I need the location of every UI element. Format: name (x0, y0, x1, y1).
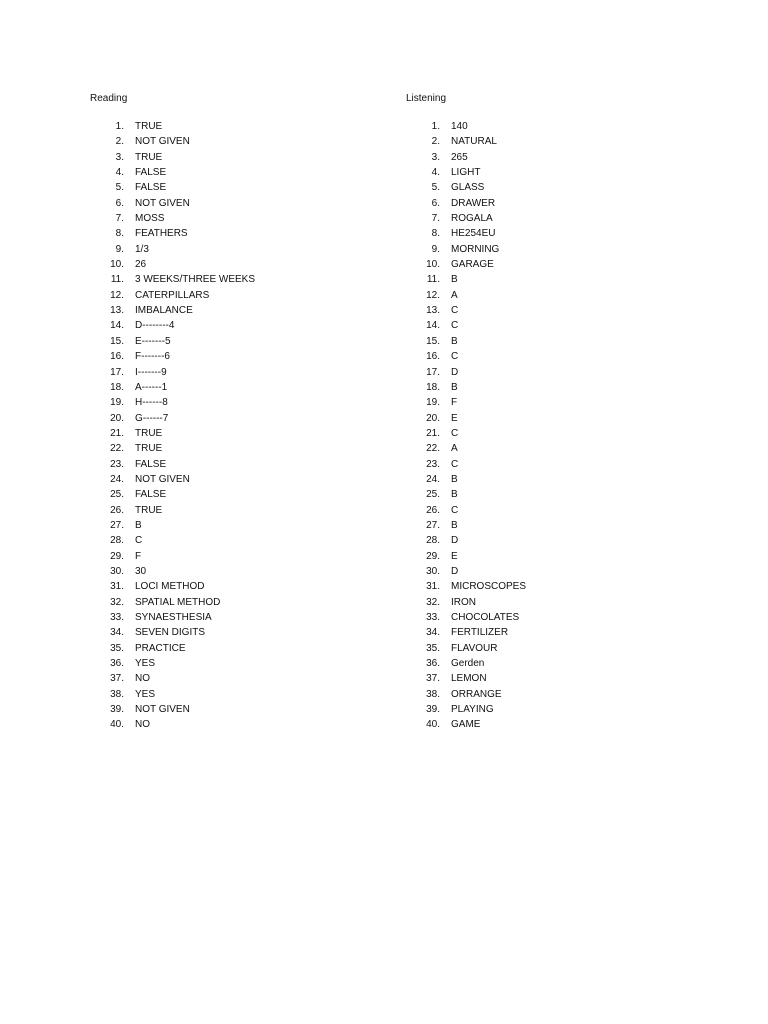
answer-text: C (451, 504, 459, 516)
answer-text: GAME (451, 719, 481, 731)
answer-text: B (451, 489, 458, 501)
answer-item (90, 533, 390, 548)
answer-text: F (135, 550, 142, 562)
answer-item (406, 610, 706, 625)
answer-text: FALSE (135, 182, 167, 194)
answer-item (406, 472, 706, 487)
answer-number: 3. (115, 151, 124, 163)
answer-text: MICROSCOPES (451, 581, 527, 593)
answer-number: 10. (426, 259, 440, 271)
answer-text: PLAYING (451, 704, 494, 716)
answer-item (90, 257, 390, 272)
answer-item (406, 518, 706, 533)
answer-item (406, 503, 706, 518)
answer-text: GARAGE (451, 259, 494, 271)
answer-text: B (451, 335, 458, 347)
answer-text: 30 (135, 565, 147, 577)
answer-text: C (451, 427, 459, 439)
answer-text: H------8 (135, 397, 168, 409)
answer-text: 265 (451, 151, 468, 163)
answer-number: 7. (431, 213, 440, 225)
answer-item (406, 487, 706, 502)
answer-item (90, 717, 390, 732)
answer-text: LIGHT (451, 167, 481, 179)
answer-item (90, 610, 390, 625)
answer-item (406, 625, 706, 640)
answer-number: 36. (110, 658, 124, 670)
answer-number: 13. (426, 305, 440, 317)
answer-text: Gerden (451, 658, 485, 670)
answer-number: 39. (426, 704, 440, 716)
answer-text: FALSE (135, 167, 167, 179)
answer-number: 14. (110, 320, 124, 332)
answer-item (406, 411, 706, 426)
answer-number: 16. (110, 351, 124, 363)
answer-text: D (451, 366, 459, 378)
answer-number: 30. (426, 565, 440, 577)
answer-text: F-------6 (135, 351, 170, 363)
answer-text: YES (135, 658, 156, 670)
answer-number: 24. (426, 473, 440, 485)
answer-item (90, 395, 390, 410)
answer-text: D (451, 565, 459, 577)
answer-number: 31. (110, 581, 124, 593)
answer-text: DRAWER (451, 197, 496, 209)
answer-item (406, 426, 706, 441)
answer-item (90, 272, 390, 287)
answer-text: B (451, 519, 458, 531)
answer-text: C (451, 320, 459, 332)
answer-text: B (135, 519, 142, 531)
answer-text: FALSE (135, 489, 167, 501)
answer-text: SPATIAL METHOD (135, 596, 221, 608)
answer-number: 13. (110, 305, 124, 317)
answer-number: 12. (110, 289, 124, 301)
answer-text: NOT GIVEN (135, 197, 190, 209)
answer-number: 26. (426, 504, 440, 516)
answer-item (90, 134, 390, 149)
answer-text: TRUE (135, 121, 163, 132)
answer-item (406, 441, 706, 456)
answer-text: NO (135, 719, 150, 731)
answer-number: 29. (426, 550, 440, 562)
answer-text: C (451, 351, 459, 363)
answer-item (406, 687, 706, 702)
answer-number: 21. (426, 427, 440, 439)
answer-item (406, 334, 706, 349)
answer-text: D (451, 535, 459, 547)
answer-text: A------1 (135, 381, 168, 393)
answer-text: NOT GIVEN (135, 704, 190, 716)
answer-number: 1. (431, 121, 440, 132)
answer-number: 40. (426, 719, 440, 731)
answer-number: 8. (431, 228, 440, 240)
answer-number: 11. (110, 274, 124, 286)
answer-text: CATERPILLARS (135, 289, 210, 301)
answer-item (406, 226, 706, 241)
answer-text: HE254EU (451, 228, 496, 240)
answer-text: MORNING (451, 243, 500, 255)
answer-number: 11. (426, 274, 440, 286)
answer-number: 31. (426, 581, 440, 593)
answer-item (90, 150, 390, 165)
answer-item (406, 395, 706, 410)
answer-number: 4. (431, 167, 440, 179)
answer-text: A (451, 289, 458, 301)
answer-number: 34. (426, 627, 440, 639)
answer-item (90, 671, 390, 686)
answer-text: F (451, 397, 458, 409)
answer-text: LOCI METHOD (135, 581, 205, 593)
answer-number: 7. (115, 213, 124, 225)
answer-text: C (451, 305, 459, 317)
answer-item (406, 303, 706, 318)
answer-number: 24. (110, 473, 124, 485)
answer-text: MOSS (135, 213, 165, 225)
answer-item (406, 564, 706, 579)
answer-text: IMBALANCE (135, 305, 193, 317)
answer-item (90, 687, 390, 702)
answer-number: 21. (110, 427, 124, 439)
answer-item (90, 119, 390, 134)
answer-number: 33. (426, 612, 440, 623)
answer-item (406, 641, 706, 656)
answer-number: 28. (426, 535, 440, 547)
answer-item (90, 702, 390, 717)
answer-number: 2. (115, 136, 124, 148)
answer-number: 19. (426, 397, 440, 409)
answer-item (406, 656, 706, 671)
answer-item (90, 549, 390, 564)
answer-item (406, 196, 706, 211)
answer-item (90, 426, 390, 441)
answer-number: 6. (115, 197, 124, 209)
answer-item (90, 579, 390, 594)
answer-number: 37. (426, 673, 440, 685)
answer-number: 4. (115, 167, 124, 179)
answer-item (406, 717, 706, 732)
answer-number: 26. (110, 504, 124, 516)
answer-item (90, 334, 390, 349)
answer-number: 25. (426, 489, 440, 501)
answer-text: NO (135, 673, 150, 685)
answer-number: 27. (110, 519, 124, 531)
answer-item (406, 288, 706, 303)
answer-text: FEATHERS (135, 228, 188, 240)
answer-item (90, 441, 390, 456)
answer-number: 2. (431, 136, 440, 148)
answer-text: FLAVOUR (451, 642, 498, 654)
answer-item (90, 226, 390, 241)
answer-number: 18. (110, 381, 124, 393)
listening-section (406, 92, 706, 733)
answer-text: TRUE (135, 427, 163, 439)
answer-text: E-------5 (135, 335, 171, 347)
answer-number: 27. (426, 519, 440, 531)
answer-text: FALSE (135, 458, 167, 470)
answer-number: 1. (115, 121, 124, 132)
reading-heading: Reading (90, 93, 128, 104)
answer-number: 22. (426, 443, 440, 455)
answer-number: 25. (110, 489, 124, 501)
answer-item (406, 272, 706, 287)
answer-text: CHOCOLATES (451, 612, 520, 623)
answer-text: TRUE (135, 151, 163, 163)
reading-section (90, 92, 390, 733)
answer-number: 37. (110, 673, 124, 685)
answer-number: 30. (110, 565, 124, 577)
answer-text: TRUE (135, 443, 163, 455)
answer-item (406, 380, 706, 395)
answer-number: 38. (426, 688, 440, 700)
answer-item (90, 288, 390, 303)
answer-item (90, 595, 390, 610)
answer-number: 32. (110, 596, 124, 608)
answer-text: ORRANGE (451, 688, 502, 700)
answer-text: NOT GIVEN (135, 136, 190, 148)
answer-number: 34. (110, 627, 124, 639)
answer-text: 140 (451, 121, 468, 132)
answer-number: 23. (110, 458, 124, 470)
answer-text: SEVEN DIGITS (135, 627, 206, 639)
answer-number: 39. (110, 704, 124, 716)
answer-item (406, 318, 706, 333)
answer-number: 22. (110, 443, 124, 455)
answer-item (406, 180, 706, 195)
answer-item (90, 625, 390, 640)
answer-number: 40. (110, 719, 124, 731)
answer-item (406, 119, 706, 134)
answer-text: 26 (135, 259, 147, 271)
answer-item (406, 134, 706, 149)
answer-text: I-------9 (135, 366, 167, 378)
answer-item (90, 349, 390, 364)
answer-text: NOT GIVEN (135, 473, 190, 485)
answer-number: 29. (110, 550, 124, 562)
answer-item (90, 303, 390, 318)
answer-item (90, 380, 390, 395)
answer-text: IRON (451, 596, 476, 608)
answer-item (90, 472, 390, 487)
answer-item (90, 242, 390, 257)
answer-number: 12. (426, 289, 440, 301)
answer-text: D--------4 (135, 320, 175, 332)
answer-text: 3 WEEKS/THREE WEEKS (135, 274, 256, 286)
answer-item (406, 579, 706, 594)
answer-number: 15. (110, 335, 124, 347)
listening-heading: Listening (406, 93, 447, 104)
answer-number: 17. (110, 366, 124, 378)
answer-text: PRACTICE (135, 642, 186, 654)
answer-item (406, 150, 706, 165)
answer-number: 32. (426, 596, 440, 608)
answer-item (90, 641, 390, 656)
answer-text: B (451, 381, 458, 393)
answer-item (90, 318, 390, 333)
answer-number: 35. (426, 642, 440, 654)
answer-item (90, 487, 390, 502)
answer-item (90, 457, 390, 472)
answer-text: A (451, 443, 458, 455)
answer-number: 38. (110, 688, 124, 700)
answer-text: C (135, 535, 143, 547)
answer-number: 5. (431, 182, 440, 194)
answer-text: TRUE (135, 504, 163, 516)
answer-text: 1/3 (135, 243, 149, 255)
answer-number: 17. (426, 366, 440, 378)
answer-text: SYNAESTHESIA (135, 612, 212, 623)
answer-text: E (451, 412, 458, 424)
answer-item (90, 196, 390, 211)
answer-number: 14. (426, 320, 440, 332)
answer-item (406, 457, 706, 472)
answer-number: 23. (426, 458, 440, 470)
answer-item (90, 411, 390, 426)
answer-text: LEMON (451, 673, 487, 685)
answer-item (90, 503, 390, 518)
answer-item (90, 365, 390, 380)
answer-item (406, 257, 706, 272)
answer-item (406, 242, 706, 257)
answer-text: B (451, 473, 458, 485)
answer-item (406, 671, 706, 686)
answer-text: G------7 (135, 412, 169, 424)
answer-item (406, 211, 706, 226)
answer-number: 19. (110, 397, 124, 409)
answer-item (90, 656, 390, 671)
answer-item (406, 165, 706, 180)
answer-item (406, 533, 706, 548)
answer-number: 9. (431, 243, 440, 255)
answer-text: GLASS (451, 182, 485, 194)
answer-item (406, 595, 706, 610)
answer-number: 20. (426, 412, 440, 424)
answer-text: C (451, 458, 459, 470)
answer-item (90, 165, 390, 180)
answer-number: 35. (110, 642, 124, 654)
answer-number: 5. (115, 182, 124, 194)
answer-item (406, 702, 706, 717)
answer-text: FERTILIZER (451, 627, 509, 639)
answer-item (90, 180, 390, 195)
answer-number: 20. (110, 412, 124, 424)
answer-item (406, 365, 706, 380)
answer-number: 28. (110, 535, 124, 547)
answer-number: 36. (426, 658, 440, 670)
answer-number: 16. (426, 351, 440, 363)
answer-text: B (451, 274, 458, 286)
answer-number: 33. (110, 612, 124, 623)
answer-item (406, 549, 706, 564)
answer-number: 10. (110, 259, 124, 271)
answer-item (90, 518, 390, 533)
answer-number: 6. (431, 197, 440, 209)
answer-number: 9. (115, 243, 124, 255)
answer-text: E (451, 550, 458, 562)
answer-number: 3. (431, 151, 440, 163)
answer-text: NATURAL (451, 136, 497, 148)
answer-text: YES (135, 688, 156, 700)
reading-answer-list (90, 119, 390, 733)
answer-number: 15. (426, 335, 440, 347)
answer-number: 8. (115, 228, 124, 240)
answer-number: 18. (426, 381, 440, 393)
answer-item (90, 564, 390, 579)
answer-item (90, 211, 390, 226)
answer-item (406, 349, 706, 364)
listening-answer-list (406, 119, 706, 733)
answer-text: ROGALA (451, 213, 493, 225)
